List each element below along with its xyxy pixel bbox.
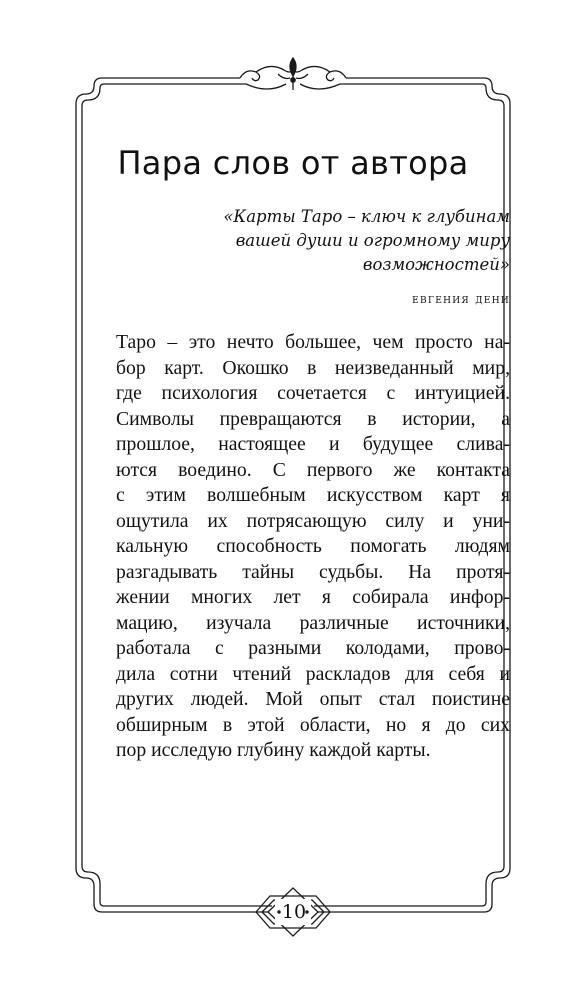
epigraph <box>150 205 510 277</box>
body-line: с этим волшебным искусством карт я <box>116 484 510 506</box>
body-line: дила сотни чтений раскладов для себя и <box>116 662 510 685</box>
epigraph-line: вашей души и огромному миру <box>235 231 510 250</box>
body-line: прошлое, настоящее и будущее слива- <box>116 433 510 455</box>
body-line: ются воедино. С первого же контакта <box>116 458 510 481</box>
body-line: других людей. Мой опыт стал поистине <box>116 688 510 710</box>
body-line: пор исследую глубину каждой карты. <box>116 739 431 761</box>
body-line: бор карт. Окошко в неизведанный мир, <box>116 356 510 379</box>
body-paragraph <box>116 330 510 764</box>
body-line: обширным в этой области, но я до сих <box>116 713 510 736</box>
epigraph-author: евгения дени <box>412 291 510 306</box>
body-line: Таро – это нечто большее, чем просто на- <box>116 331 510 353</box>
body-line: жении многих лет я собирала инфор- <box>116 586 510 608</box>
body-line: ощутила их потрясающую силу и уни- <box>116 509 510 532</box>
body-line: кальную способность помогать людям <box>116 535 510 557</box>
epigraph-line: возможностей» <box>362 255 510 274</box>
body-line: мацию, изучала различные источники, <box>116 611 510 634</box>
body-line: работала с разными колодами, прово- <box>116 637 510 659</box>
body-line: разгадывать тайны судьбы. На протя- <box>116 560 510 583</box>
body-line: Символы превращаются в истории, а <box>116 407 510 430</box>
epigraph-line: «Карты Таро – ключ к глубинам <box>223 207 510 226</box>
top-ornament <box>240 58 346 90</box>
page-number: 10 <box>281 901 307 923</box>
page-title: Пара слов от автора <box>117 144 469 182</box>
body-line: где психология сочетается с интуицией. <box>116 382 510 404</box>
